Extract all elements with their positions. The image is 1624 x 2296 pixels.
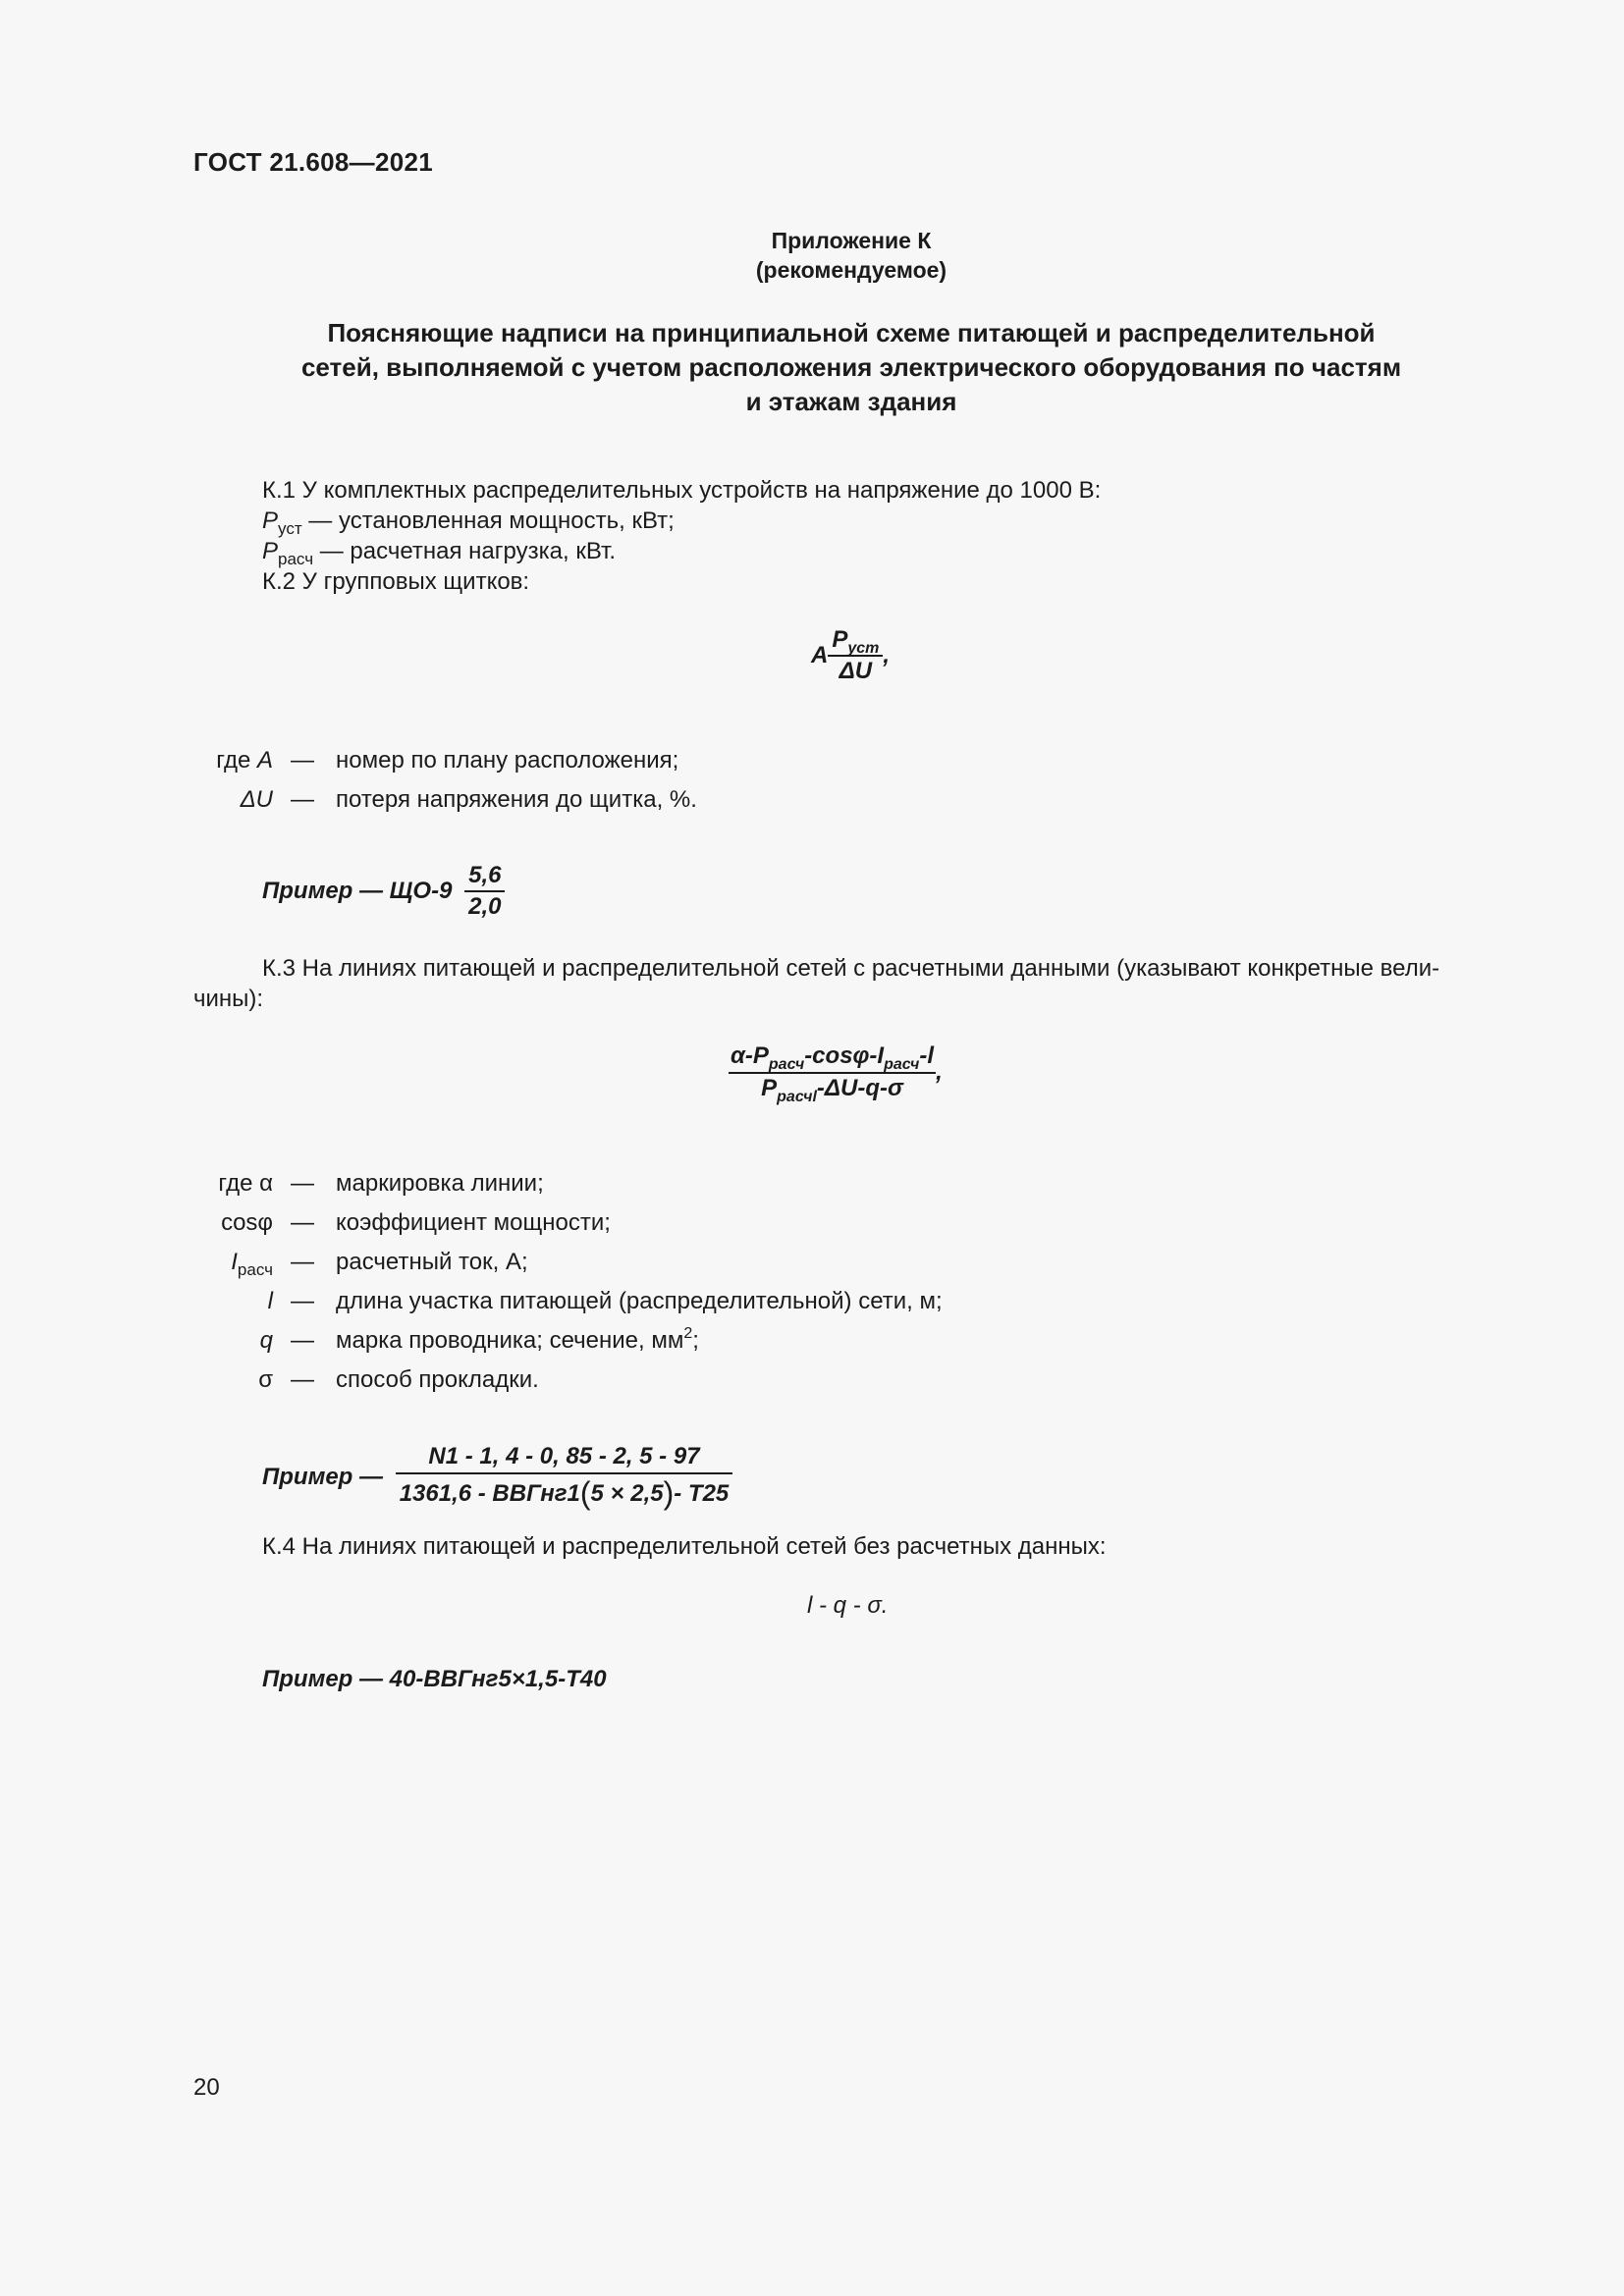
title-line-1: Поясняющие надписи на принципиальной схеме питающей и распределительной	[327, 318, 1376, 347]
appendix-label: Приложение К	[771, 228, 932, 253]
k1-p-ust: $P_{уст}$ — установленная мощность, кВт;	[262, 507, 675, 538]
definition-row: l — длина участка питающей (распределительной) сети, м;	[267, 1288, 943, 1314]
k3-text: К.3 На линиях питающей и распределительной сетей с расчетными данными (указывают конкретные вели- чины):	[193, 955, 1440, 1012]
k2-definitions	[192, 741, 697, 820]
page-number: 20	[193, 2074, 220, 2101]
document-header: ГОСТ 21.608—2021	[193, 147, 434, 177]
k2-text: К.2 У групповых щитков:	[262, 568, 530, 595]
definition-row: q — марка проводника; сечение, $мм^2$;	[259, 1325, 699, 1354]
k4-formula: l - q - σ.	[807, 1592, 889, 1619]
k3-definitions	[192, 1164, 943, 1400]
definition-row: cosφ — коэффициент мощности;	[221, 1209, 611, 1236]
definition-row: где A — номер по плану расположения;	[216, 747, 679, 774]
k1-text: К.1 У комплектных распределительных устройств на напряжение до 1000 В:	[262, 477, 1102, 504]
k4-text: К.4 На линиях питающей и распределительной сетей без расчетных данных:	[262, 1533, 1107, 1560]
k2-example: Пример — ЩО-9 $\frac{5,6}{2,0}$	[262, 862, 505, 921]
appendix-heading	[0, 226, 1624, 285]
section-k1	[262, 475, 1101, 597]
definition-row: где α — маркировка линии;	[218, 1170, 544, 1197]
k3-formula: $\frac{\alpha-P_{расч}-\cos\varphi-I_{расч}-l}{P_{расчl}-\Delta U-q-\sigma}$ ,	[731, 1042, 943, 1105]
definition-row: σ — способ прокладки.	[258, 1366, 539, 1393]
appendix-status: (рекомендуемое)	[755, 257, 947, 283]
k1-p-rasch: $P_{расч}$ — расчетная нагрузка, кВт.	[262, 538, 617, 568]
k2-formula: A $\frac{P_{уст}}{\Delta U}$ ,	[811, 626, 891, 684]
title-line-2: сетей, выполняемой с учетом расположения электрического оборудования по частям	[300, 352, 1402, 382]
definition-row: ΔU — потеря напряжения до щитка, %.	[240, 786, 697, 813]
k4-example: Пример — 40-ВВГнг5×1,5-Т40	[262, 1666, 607, 1692]
definition-row: $I_{расч}$ — расчетный ток, А;	[231, 1249, 528, 1279]
title-line-3: и этажам здания	[745, 387, 957, 416]
appendix-title	[0, 316, 1624, 419]
k3-example: Пример — $\frac{N1 - 1, 4 - 0, 85 - 2, 5 - 97}{\text{1361,6 - ВВГнг1(5 × 2,5)- Т25}}$	[262, 1443, 732, 1512]
